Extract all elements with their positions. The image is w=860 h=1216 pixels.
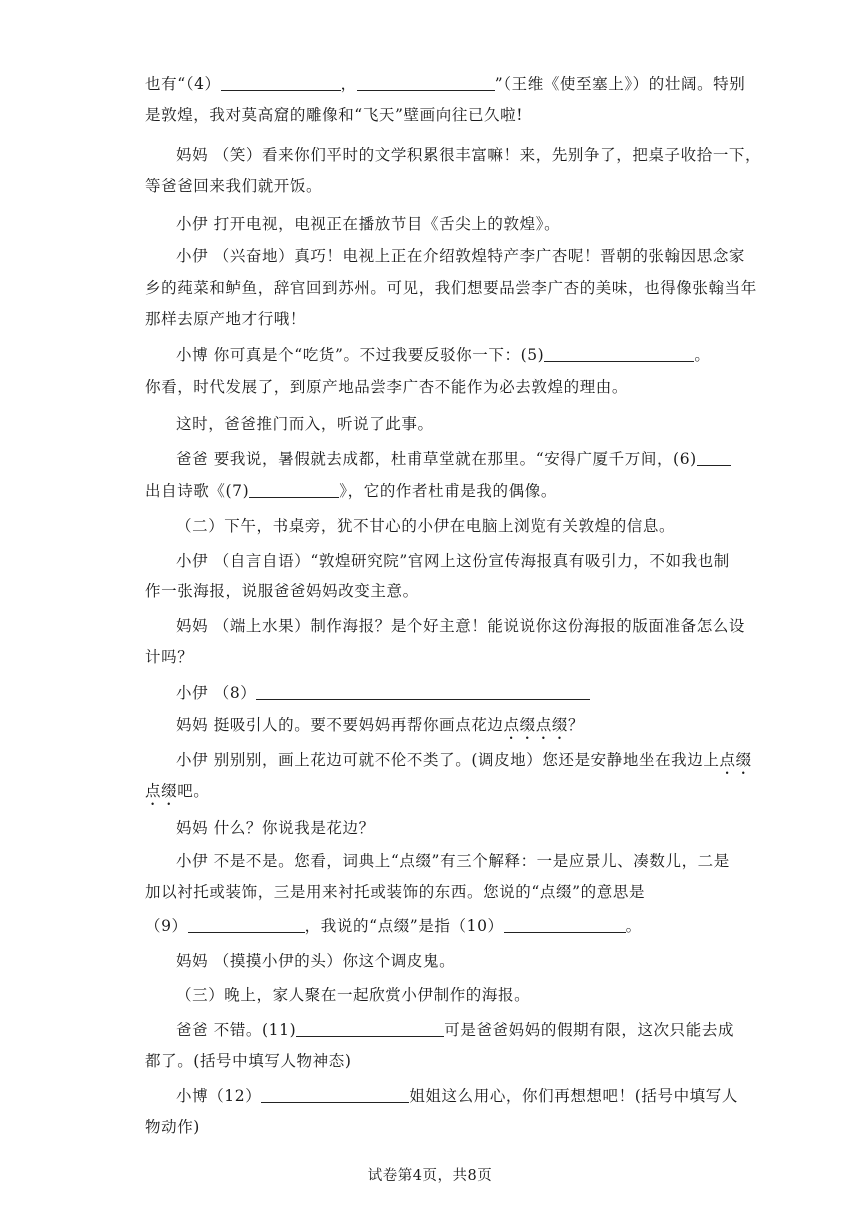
answer-blank-10[interactable]: [504, 917, 626, 933]
emphasized-word: 点缀点缀: [503, 716, 568, 734]
text-line: [145, 481, 725, 501]
answer-blank-4b[interactable]: [357, 75, 495, 91]
text-line: 物动作): [145, 1118, 200, 1136]
text-segment: 》，它的作者杜甫是我的偶像。: [339, 482, 557, 500]
text-line: [176, 345, 756, 365]
text-segment: 爸爸 不错。(11): [176, 1021, 297, 1039]
answer-blank-9[interactable]: [188, 917, 305, 933]
text-line: 计吗？: [145, 648, 194, 666]
text-line: [145, 781, 725, 809]
text-line: [145, 916, 725, 936]
text-line: [176, 750, 756, 778]
text-line: [176, 1020, 756, 1040]
text-line: 这时，爸爸推门而入，听说了此事。: [176, 415, 434, 433]
answer-blank-5[interactable]: [544, 346, 694, 362]
text-line: 小伊 打开电视，电视正在播放节目《舌尖上的敦煌》。: [176, 215, 561, 233]
text-line: 小伊 （兴奋地）真巧！电视上正在介绍敦煌特产李广杏呢！晋朝的张翰因思念家: [176, 247, 746, 265]
answer-blank-11[interactable]: [296, 1021, 444, 1037]
answer-blank-12[interactable]: [261, 1087, 409, 1103]
text-segment: 。: [625, 917, 642, 935]
text-segment: ？: [567, 716, 585, 734]
text-line: 那样去原产地才行哦！: [145, 310, 307, 328]
text-line: 加以衬托或装饰，三是用来衬托或装饰的东西。您说的“点缀”的意思是: [145, 883, 646, 901]
text-segment: 小伊 别别别，画上花边可就不伦不类了。(调皮地）您还是安静地坐在我边上: [176, 751, 720, 769]
text-segment: ，我说的“点缀”是指（10）: [304, 917, 504, 935]
text-line: 妈妈 什么？你说我是花边？: [176, 819, 375, 837]
text-line: 你看，时代发展了，到原产地品尝李广杏不能作为必去敦煌的理由。: [145, 378, 629, 396]
text-segment: 姐姐这么用心，你们再想想吧！(括号中填写人: [409, 1087, 738, 1105]
section-heading: （三）晚上，家人聚在一起欣赏小伊制作的海报。: [176, 986, 531, 1004]
text-line: [176, 715, 756, 743]
answer-blank-8[interactable]: [256, 684, 590, 700]
answer-blank-4a[interactable]: [221, 75, 341, 91]
text-segment: 妈妈 挺吸引人的。要不要妈妈再帮你画点花边: [176, 716, 504, 734]
text-segment: 小博（12）: [176, 1087, 262, 1105]
emphasized-word: 点缀: [719, 751, 752, 769]
text-segment: 也有“（4）: [145, 75, 221, 93]
text-segment: 小伊 （8）: [176, 684, 257, 702]
text-segment: 爸爸 要我说，暑假就去成都，杜甫草堂就在那里。“安得广厦千万间，(6): [176, 450, 697, 468]
section-heading: （二）下午，书桌旁，犹不甘心的小伊在电脑上浏览有关敦煌的信息。: [176, 517, 676, 535]
text-line: 小伊 （自言自语）“敦煌研究院”官网上这份宣传海报真有吸引力，不如我也制: [176, 552, 730, 570]
text-segment: 可是爸爸妈妈的假期有限，这次只能去成: [444, 1021, 735, 1039]
emphasized-word: 点缀: [145, 782, 178, 800]
text-line: 妈妈 （笑）看来你们平时的文学积累很丰富嘛！来，先别争了，把桌子收拾一下，: [176, 146, 762, 164]
text-line: 都了。(括号中填写人物神态): [145, 1052, 352, 1070]
answer-blank-6[interactable]: [697, 450, 731, 466]
text-line: 等爸爸回来我们就开饭。: [145, 177, 323, 195]
text-line: [176, 1086, 756, 1106]
text-segment: 出自诗歌《(7): [145, 482, 250, 500]
text-line: 是敦煌，我对莫高窟的雕像和“飞天”壁画向往已久啦!: [145, 106, 524, 124]
text-segment: 。: [694, 346, 711, 364]
text-line: 妈妈 （端上水果）制作海报？是个好主意！能说说你这份海报的版面准备怎么设: [176, 617, 746, 635]
page-footer: 试卷第4页，共8页: [367, 1168, 493, 1184]
text-line: 作一张海报，说服爸爸妈妈改变主意。: [145, 582, 419, 600]
text-segment: 吧。: [177, 782, 210, 800]
text-line: [176, 449, 756, 469]
text-line: [145, 74, 746, 94]
text-segment: 小博 你可真是个“吃货”。不过我要反驳你一下：(5): [176, 346, 545, 364]
text-segment: ，: [340, 75, 357, 93]
text-line: 乡的莼菜和鲈鱼，辞官回到苏州。可见，我们想要品尝李广杏的美味，也得像张翰当年: [145, 279, 757, 297]
answer-blank-7[interactable]: [249, 482, 339, 498]
text-segment: （9）: [145, 917, 188, 935]
text-line: 妈妈 （摸摸小伊的头）你这个调皮鬼。: [176, 952, 456, 970]
text-line: [176, 683, 756, 703]
text-line: 小伊 不是不是。您看，词典上“点缀”有三个解释：一是应景儿、凑数儿，二是: [176, 852, 730, 870]
text-segment: ”（王维《使至塞上》）的壮阔。特别: [494, 75, 746, 93]
